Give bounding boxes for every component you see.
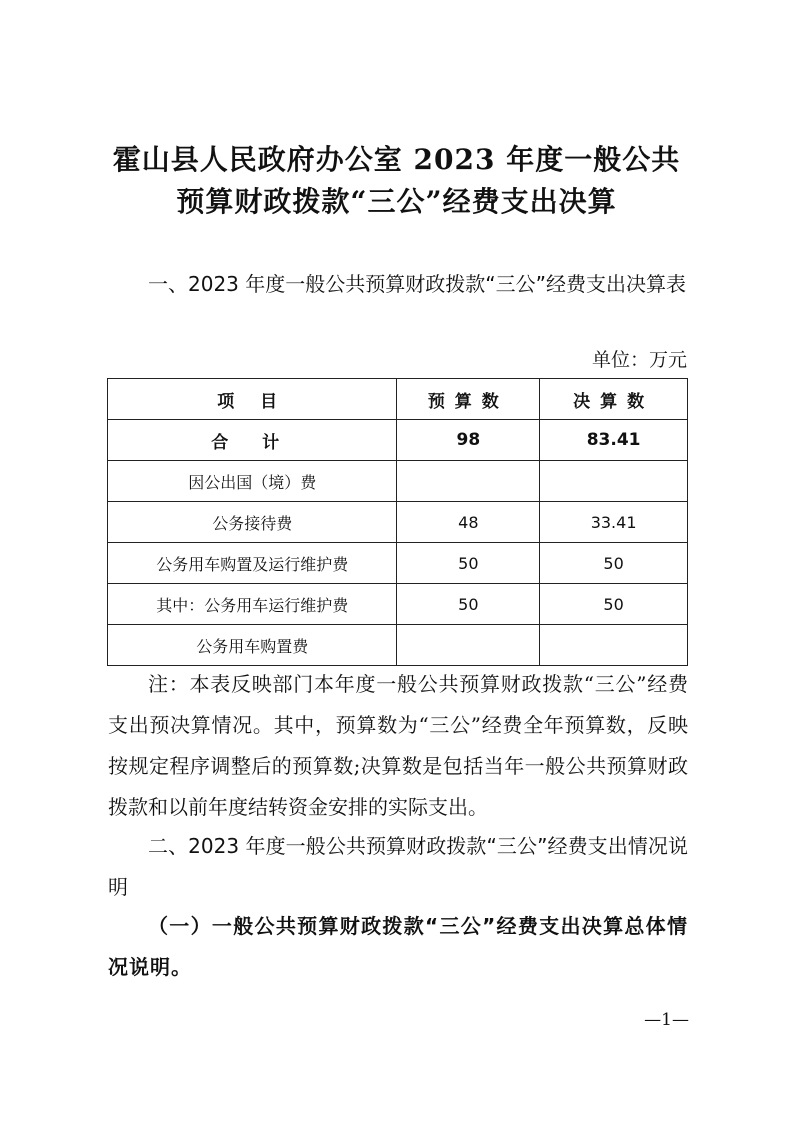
row-final — [540, 625, 688, 666]
table-row — [108, 543, 688, 584]
row-budget: 50 — [397, 584, 540, 625]
section2-heading: 二、2023 年度一般公共预算财政拨款“三公”经费支出情况说明 — [108, 834, 688, 899]
header-item: 项 目 — [108, 379, 397, 420]
row-label: 其中：公务用车运行维护费 — [108, 584, 397, 625]
header-budget: 预算数 — [397, 379, 540, 420]
row-budget — [397, 625, 540, 666]
section1-heading: 一、2023 年度一般公共预算财政拨款“三公”经费支出决算表 — [148, 272, 686, 296]
table-header-row — [108, 379, 688, 420]
row-budget — [397, 461, 540, 502]
section2-sub1-heading: （一）一般公共预算财政拨款“三公”经费支出决算总体情况说明。 — [108, 914, 688, 979]
row-label: 公务用车购置费 — [108, 625, 397, 666]
row-final: 50 — [540, 543, 688, 584]
table-row — [108, 584, 688, 625]
total-final: 83.41 — [540, 420, 688, 461]
table-total-row — [108, 420, 688, 461]
table-row — [108, 461, 688, 502]
table-row — [108, 625, 688, 666]
total-label: 合 计 — [108, 420, 397, 461]
table-row — [108, 502, 688, 543]
row-final: 50 — [540, 584, 688, 625]
total-budget: 98 — [397, 420, 540, 461]
row-label: 公务用车购置及运行维护费 — [108, 543, 397, 584]
row-budget: 48 — [397, 502, 540, 543]
budget-table — [107, 378, 688, 666]
row-budget: 50 — [397, 543, 540, 584]
page-number: —1— — [644, 1010, 689, 1030]
unit-label: 单位：万元 — [591, 349, 687, 371]
document-title-line2: 预算财政拨款“三公”经费支出决算 — [176, 185, 617, 218]
row-final — [540, 461, 688, 502]
row-label: 公务接待费 — [108, 502, 397, 543]
document-title-line1: 霍山县人民政府办公室 2023 年度一般公共 — [112, 143, 681, 176]
table-note: 注：本表反映部门本年度一般公共预算财政拨款“三公”经费支出预决算情况。其中，预算数为“三公”经费全年预算数，反映按规定程序调整后的预算数;决算数是包括当年一般公共预算财政拨款和以前年度结转资金安排的实际支出。 — [108, 672, 688, 819]
row-label: 因公出国（境）费 — [108, 461, 397, 502]
header-final: 决算数 — [540, 379, 688, 420]
row-final: 33.41 — [540, 502, 688, 543]
